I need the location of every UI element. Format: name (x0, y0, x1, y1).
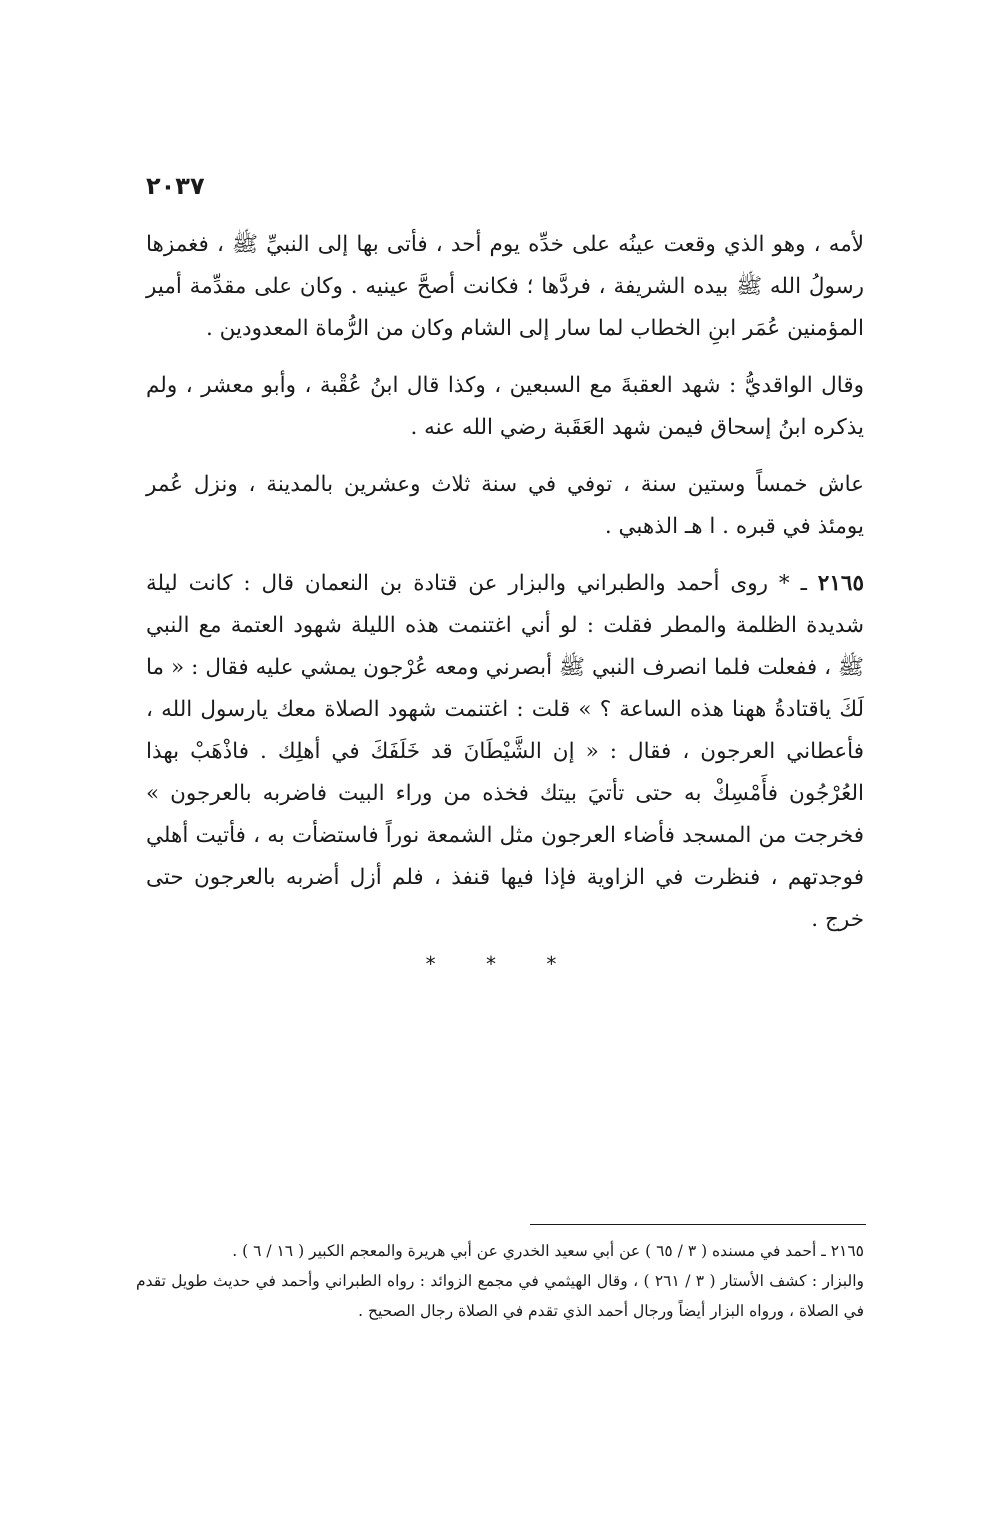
hadith-text: ـ * روى أحمد والطبراني والبزار عن قتادة بن النعمان قال : كانت ليلة شديدة الظلمة والمطر فقلت : لو أني اغتنمت هذه الليلة شهود العتمة مع النبي ﷺ ، ففعلت فلما انصرف النبي ﷺ أبصرني ومعه عُرْجون يمشي عليه فقال : « ما لَكَ ياقتادةُ ههنا هذه الساعة ؟ » قلت : اغتنمت شهود الصلاة معك يارسول الله ، فأعطاني العرجون ، فقال : « إن الشَّيْطَانَ قد خَلَفَكَ في أهلِك . فاذْهَبْ بهذا العُرْجُون فأَمْسِكْ به حتى تأتيَ بيتك فخذه من وراء البيت فاضربه بالعرجون » فخرجت من المسجد فأضاء العرجون مثل الشمعة نوراً فاستضأت به ، فأتيت أهلي فوجدتهم ، فنظرت في الزاوية فإذا فيها قنفذ ، فلم أزل أضربه بالعرجون حتى خرج . (146, 571, 864, 932)
footnote-line: والبزار : كشف الأستار ( ٣ / ٢٦١ ) ، وقال الهيثمي في مجمع الزوائد : رواه الطبراني وأحمد في حديث طويل تقدم في الصلاة ، ورواه البزار أيضاً ورجال أحمد الذي تقدم في الصلاة رجال الصحيح . (136, 1272, 864, 1320)
paragraph-bio: لأمه ، وهو الذي وقعت عينُه على خدِّه يوم أحد ، فأتى بها إلى النبيِّ ﷺ ، فغمزها رسولُ الله ﷺ بيده الشريفة ، فردَّها ؛ فكانت أصحَّ عينيه . وكان على مقدِّمة أمير المؤمنين عُمَر ابنِ الخطاب لما سار إلى الشام وكان من الرُّماة المعدودين . (146, 232, 864, 341)
footnotes (136, 1236, 864, 1326)
hadith-number: ٢١٦٥ (817, 571, 864, 596)
section-separator: * * * (425, 952, 579, 976)
footnote-line: ٢١٦٥ ـ أحمد في مسنده ( ٣ / ٦٥ ) عن أبي سعيد الخدري عن أبي هريرة والمعجم الكبير ( ١٦ / ٦ ) . (232, 1242, 864, 1260)
page-number: ٢٠٣٧ (146, 172, 205, 200)
paragraph-death: عاش خمساً وستين سنة ، توفي في سنة ثلاث وعشرين بالمدينة ، ونزل عُمر يومئذ في قبره . ا هـ الذهبي . (146, 472, 864, 539)
hadith-paragraph (146, 563, 864, 941)
main-text (146, 224, 864, 956)
footnote-rule (530, 1224, 866, 1225)
paragraph-waqidi: وقال الواقديُّ : شهد العقبةَ مع السبعين ، وكذا قال ابنُ عُقْبة ، وأبو معشر ، ولم يذكره ابنُ إسحاق فيمن شهد العَقَبة رضي الله عنه . (146, 373, 864, 440)
